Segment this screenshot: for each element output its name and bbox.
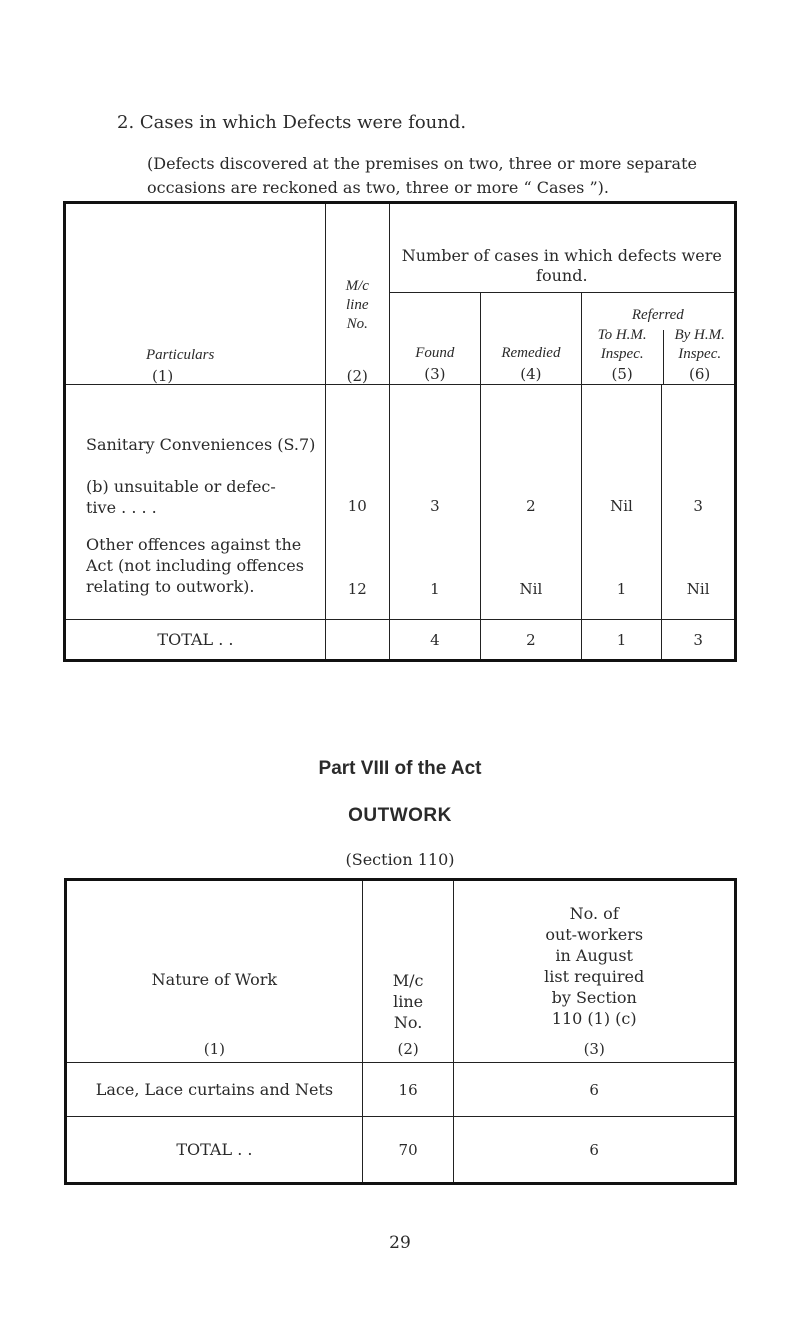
- remedied-header: Remedied: [501, 345, 561, 361]
- found-cell: [389, 385, 481, 620]
- total-remedied: 2: [481, 620, 582, 661]
- row2-by-hm: Nil: [686, 580, 710, 598]
- by-hm-inspec-header: By H.M. Inspec.: [674, 327, 725, 362]
- outwork-nature: Lace, Lace curtains and Nets: [66, 1063, 363, 1117]
- outwork-count: 6: [454, 1063, 736, 1117]
- to-hm-inspec-header: To H.M. Inspec.: [597, 327, 647, 362]
- outwork-mc-header-cell: [362, 880, 454, 1063]
- row1-by-hm: 3: [693, 497, 703, 515]
- particulars-cell: [65, 385, 326, 620]
- col3-number: (3): [424, 365, 446, 383]
- table-row: [65, 385, 736, 620]
- row2-mc: 12: [347, 580, 367, 598]
- to-hm-cell: [581, 385, 662, 620]
- remedied-header-cell: [481, 293, 582, 385]
- outwork-total-mc: 70: [362, 1117, 454, 1184]
- col6-number: (6): [689, 365, 711, 383]
- row1-particulars: Sanitary Conveniences (S.7) (b) unsuitable or defec- tive . . . .: [86, 435, 316, 517]
- outwork-total-label: TOTAL . .: [66, 1117, 363, 1184]
- outwork-mc: 16: [362, 1063, 454, 1117]
- row2-to-hm: 1: [616, 580, 627, 598]
- defects-note: (Defects discovered at the premises on two, three or more separate occasions are reckoned as two, three or more “ Cases ”).: [147, 154, 697, 197]
- row2-particulars: Other offences against the Act (not including offences relating to outwork).: [86, 535, 304, 596]
- outworkers-header-cell: [454, 880, 736, 1063]
- outwork-col1-number: (1): [203, 1040, 226, 1058]
- col4-number: (4): [520, 365, 542, 383]
- referred-header-cell: [581, 293, 735, 385]
- number-of-cases-header: Number of cases in which defects were found.: [401, 246, 722, 285]
- total-row: [65, 620, 736, 661]
- section-heading: 2. Cases in which Defects were found.: [117, 112, 467, 133]
- total-mc: [325, 620, 389, 661]
- col5-number: (5): [611, 365, 633, 383]
- particulars-header-cell: [65, 203, 326, 385]
- col2-number: (2): [346, 367, 368, 385]
- col1-number: (1): [152, 367, 174, 385]
- mc-header: M/c line No.: [345, 278, 369, 332]
- outwork-total-count: 6: [454, 1117, 736, 1184]
- row1-found: 3: [430, 497, 440, 515]
- remedied-cell: [481, 385, 582, 620]
- found-header-cell: [389, 293, 481, 385]
- total-by-hm: 3: [662, 620, 736, 661]
- referred-header: Referred: [631, 307, 684, 323]
- by-hm-cell: [662, 385, 736, 620]
- total-to-hm: 1: [581, 620, 662, 661]
- outwork-col3-number: (3): [583, 1040, 605, 1058]
- row1-remedied: 2: [526, 497, 536, 515]
- outwork-col2-number: (2): [397, 1040, 419, 1058]
- total-label: TOTAL . .: [65, 620, 326, 661]
- mc-cell: [325, 385, 389, 620]
- defects-table: [63, 201, 737, 662]
- outwork-title: OUTWORK: [348, 805, 452, 826]
- particulars-header: Particulars: [146, 347, 215, 363]
- found-header: Found: [415, 345, 455, 361]
- table-row: [66, 1063, 736, 1117]
- outwork-mc-header: M/c line No.: [392, 971, 424, 1032]
- row1-to-hm: Nil: [610, 497, 633, 515]
- row2-found: 1: [430, 580, 440, 598]
- outworkers-header: No. of out-workers in August list required by Section 110 (1) (c): [544, 904, 645, 1028]
- number-of-cases-header-cell: [389, 203, 735, 293]
- outwork-table: [64, 878, 737, 1185]
- page-number: 29: [389, 1233, 411, 1253]
- part-title: Part VIII of the Act: [318, 758, 482, 779]
- nature-header-cell: [66, 880, 363, 1063]
- nature-header: Nature of Work: [151, 970, 278, 989]
- row1-mc: 10: [347, 497, 367, 515]
- mc-header-cell: [325, 203, 389, 385]
- total-row: [66, 1117, 736, 1184]
- section-reference: (Section 110): [345, 850, 455, 869]
- total-found: 4: [389, 620, 481, 661]
- row2-remedied: Nil: [519, 580, 543, 598]
